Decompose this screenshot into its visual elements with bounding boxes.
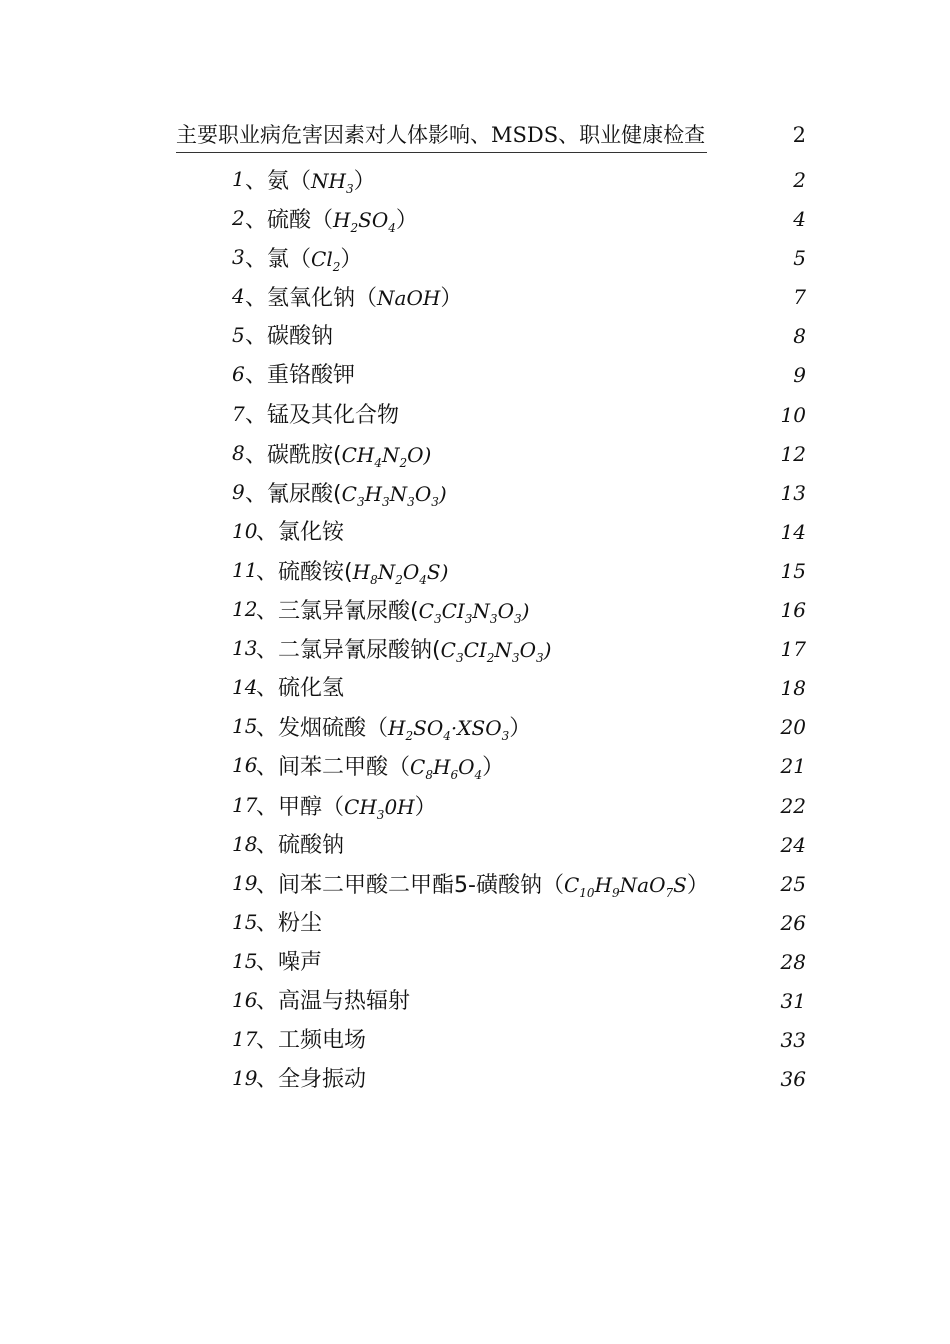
formula-part: NaOH: [377, 286, 441, 311]
toc-entry-name: 甲醇: [278, 794, 323, 820]
toc-entry-number: 7: [232, 401, 245, 426]
formula-subscript: 3: [535, 651, 544, 666]
toc-entry-number: 1: [232, 167, 245, 191]
toc-entry-name: 发烟硫酸: [278, 716, 367, 742]
toc-entry-page-number: 12: [780, 441, 806, 466]
chemical-formula: [440, 638, 552, 666]
formula-part: C: [563, 872, 580, 897]
toc-entry-name: 高温与热辐射: [278, 988, 411, 1014]
formula-part: N: [389, 481, 408, 506]
toc-title: 主要职业病危害因素对人体影响、MSDS、职业健康检查: [176, 118, 707, 153]
toc-entry[interactable]: [232, 984, 806, 1023]
toc-entry[interactable]: [232, 671, 806, 710]
toc-entry-number: 5: [232, 323, 245, 348]
toc-entry-name: 硫酸钠: [278, 832, 345, 858]
toc-entry-label: [245, 205, 418, 243]
formula-open-paren: (: [344, 559, 353, 585]
toc-entry-name: 重铬酸钾: [267, 363, 356, 389]
formula-open-paren: (: [333, 481, 342, 507]
toc-entry-separator: 、: [245, 324, 268, 350]
toc-entry-separator: 、: [256, 1028, 279, 1054]
toc-entry-label: [256, 1065, 366, 1095]
formula-part: N: [494, 638, 512, 663]
toc-entry-number: 13: [232, 636, 258, 661]
toc-entry-name: 二氯异氰尿酸钠: [278, 638, 433, 664]
chemical-formula: [341, 442, 432, 470]
toc-entry-number: 15: [232, 714, 258, 739]
toc-entry-label: [256, 752, 504, 790]
toc-entry[interactable]: [232, 554, 806, 593]
toc-entry-name: 硫化氢: [278, 676, 345, 702]
formula-subscript: 4: [474, 768, 483, 783]
formula-part: O: [414, 481, 432, 506]
toc-entry-label: [256, 713, 531, 751]
toc-entry-name: 工频电场: [278, 1028, 367, 1054]
toc-entry-page-number: 16: [780, 598, 806, 623]
toc-list: [232, 163, 806, 1101]
formula-subscript: 7: [665, 885, 674, 900]
formula-subscript: 3: [346, 182, 354, 196]
toc-entry-name: 间苯二甲酸: [278, 755, 389, 781]
toc-entry-name: 氯化铵: [278, 519, 345, 545]
toc-entry-label: [245, 166, 376, 204]
toc-entry-label: [256, 987, 410, 1017]
formula-part: Cl: [311, 247, 333, 272]
formula-subscript: 3: [455, 651, 464, 666]
formula-part: S: [673, 872, 687, 897]
chemical-formula: [352, 559, 449, 587]
toc-entry-separator: 、: [256, 872, 279, 898]
toc-entry[interactable]: [232, 280, 806, 319]
formula-part: 0H: [384, 794, 415, 819]
toc-entry-separator: 、: [256, 519, 279, 545]
formula-open-paren: （: [541, 872, 564, 898]
formula-part: SO: [413, 716, 444, 741]
formula-part: O): [407, 442, 432, 467]
toc-entry[interactable]: [232, 437, 806, 476]
toc-entry-name: 碳酰胺: [267, 442, 334, 468]
toc-entry-page-number: 5: [793, 246, 806, 271]
toc-entry[interactable]: [232, 632, 806, 671]
toc-entry-label: [256, 635, 551, 673]
formula-close-paren: ）: [482, 755, 505, 781]
toc-title-page-number: 2: [792, 123, 806, 147]
toc-entry[interactable]: [232, 319, 806, 358]
formula-open-paren: （: [311, 208, 334, 234]
toc-entry[interactable]: [232, 749, 806, 788]
formula-subscript: 3: [382, 494, 390, 509]
formula-part: SO: [358, 208, 389, 233]
toc-entry-label: [256, 909, 322, 939]
formula-close-paren: ）: [395, 208, 418, 234]
formula-open-paren: （: [289, 247, 312, 273]
formula-subscript: 3: [501, 729, 510, 744]
chemical-formula: [377, 286, 440, 310]
chemical-formula: [418, 599, 530, 627]
toc-entry-separator: 、: [245, 481, 268, 507]
toc-entry-page-number: 17: [780, 637, 806, 662]
toc-entry-page-number: 36: [780, 1067, 806, 1092]
toc-entry-page-number: 31: [780, 988, 806, 1013]
toc-entry-name: 全身振动: [278, 1067, 367, 1093]
toc-entry-page-number: 33: [780, 1028, 806, 1053]
toc-entry-separator: 、: [256, 716, 279, 742]
formula-part: CI: [441, 599, 465, 624]
toc-entry-page-number: 9: [793, 363, 806, 388]
toc-entry-separator: 、: [245, 169, 268, 194]
toc-entry-separator: 、: [245, 442, 268, 468]
formula-subscript: 2: [399, 455, 408, 470]
toc-entry-label: [256, 870, 709, 908]
toc-entry-label: [256, 518, 344, 548]
toc-entry[interactable]: [232, 476, 806, 515]
formula-close-paren: ）: [340, 247, 363, 273]
toc-entry-label: [256, 1026, 366, 1056]
toc-entry-number: 16: [232, 753, 258, 778]
formula-subscript: 2: [486, 651, 495, 666]
toc-entry-page-number: 24: [780, 832, 806, 857]
toc-entry-name: 间苯二甲酸二甲酯5-磺酸钠: [278, 872, 542, 898]
toc-entry-separator: 、: [245, 247, 268, 273]
toc-entry-name: 氢氧化钠: [267, 286, 356, 312]
toc-entry-page-number: 8: [793, 324, 806, 349]
formula-part: N: [382, 442, 400, 467]
formula-part: S): [426, 559, 449, 584]
toc-entry[interactable]: [232, 202, 806, 241]
toc-entry-number: 4: [232, 284, 245, 309]
toc-entry-separator: 、: [256, 676, 279, 702]
formula-subscript: 3: [433, 612, 442, 627]
formula-subscript: 6: [450, 768, 459, 783]
formula-part: N: [377, 559, 396, 584]
toc-entry-label: [245, 361, 355, 391]
toc-entry-page-number: 20: [780, 715, 806, 740]
toc-entry-separator: 、: [245, 208, 268, 234]
toc-entry-separator: 、: [256, 559, 279, 585]
toc-entry[interactable]: [232, 945, 806, 984]
toc-entry-page-number: 26: [780, 910, 806, 935]
formula-part: C: [341, 481, 357, 506]
formula-subscript: 10: [579, 885, 595, 900]
chemical-formula: [563, 872, 687, 900]
formula-part: H: [433, 755, 451, 780]
toc-entry-name: 粉尘: [278, 910, 323, 936]
toc-entry-number: 14: [232, 675, 258, 700]
toc-entry-page-number: 25: [780, 871, 806, 896]
toc-entry[interactable]: [232, 828, 806, 867]
toc-entry[interactable]: [232, 515, 806, 554]
toc-entry-label: [245, 401, 399, 431]
toc-entry-number: 19: [232, 870, 258, 895]
toc-title-row[interactable]: [176, 118, 806, 154]
toc-entry-name: 氨: [267, 169, 290, 194]
formula-subscript: 3: [431, 494, 439, 509]
toc-entry-number: 19: [232, 1066, 258, 1091]
formula-part: O: [402, 559, 420, 584]
toc-entry[interactable]: [232, 163, 806, 202]
toc-entry-number: 12: [232, 597, 258, 622]
chemical-formula: [311, 247, 341, 275]
formula-subscript: 3: [376, 807, 385, 822]
toc-entry-separator: 、: [256, 794, 279, 820]
formula-part: CI: [463, 638, 487, 663]
toc-entry-page-number: 22: [780, 793, 806, 818]
toc-entry-number: 16: [232, 987, 258, 1012]
toc-entry-page-number: 4: [793, 207, 806, 232]
formula-subscript: 3: [513, 612, 522, 627]
formula-part: H: [594, 872, 613, 897]
toc-entry[interactable]: [232, 710, 806, 749]
toc-entry-label: [256, 831, 344, 861]
formula-part: ): [543, 638, 552, 663]
toc-entry-label: [256, 596, 529, 634]
toc-entry-name: 碳酸钠: [267, 324, 334, 350]
toc-entry[interactable]: [232, 358, 806, 397]
toc-entry-separator: 、: [256, 988, 279, 1014]
toc-entry-separator: 、: [245, 402, 268, 428]
toc-entry-name: 硫酸铵: [278, 559, 345, 585]
toc-entry-name: 锰及其化合物: [267, 402, 400, 428]
toc-entry-page-number: 21: [780, 754, 806, 779]
toc-entry-name: 噪声: [278, 949, 323, 975]
formula-part: N: [472, 599, 490, 624]
toc-entry-number: 18: [232, 831, 258, 856]
chemical-formula: [311, 169, 354, 196]
formula-subscript: 3: [489, 612, 498, 627]
formula-part: NH: [311, 169, 346, 193]
formula-part: H: [364, 481, 383, 506]
formula-part: H: [352, 559, 371, 584]
toc-entry-number: 3: [232, 245, 245, 270]
formula-subscript: 2: [395, 572, 403, 587]
toc-entry-page-number: 18: [780, 676, 806, 701]
toc-entry-separator: 、: [245, 363, 268, 389]
formula-close-paren: ）: [509, 716, 532, 742]
chemical-formula: [344, 794, 415, 822]
formula-subscript: 4: [443, 729, 451, 744]
toc-entry-number: 17: [232, 1027, 258, 1052]
toc-entry-number: 17: [232, 792, 258, 817]
toc-entry-page-number: 28: [780, 949, 806, 974]
toc-entry-label: [256, 792, 437, 830]
formula-close-paren: ）: [414, 794, 437, 820]
formula-open-paren: (: [432, 638, 441, 664]
toc-entry-number: 8: [232, 440, 245, 465]
toc-entry[interactable]: [232, 789, 806, 828]
formula-open-paren: （: [366, 716, 389, 742]
formula-open-paren: (: [410, 599, 419, 625]
toc-entry-separator: 、: [245, 286, 268, 312]
formula-subscript: 8: [425, 768, 433, 783]
formula-part: H: [333, 208, 351, 233]
formula-subscript: 3: [356, 494, 365, 509]
formula-part: H: [388, 716, 406, 741]
formula-subscript: 2: [332, 260, 341, 275]
toc-entry-name: 三氯异氰尿酸: [278, 599, 411, 625]
toc-entry-number: 15: [232, 909, 258, 934]
formula-open-paren: （: [322, 794, 345, 820]
toc-entry[interactable]: [232, 1062, 806, 1101]
formula-subscript: 4: [419, 572, 427, 587]
toc-entry-label: [245, 479, 447, 517]
toc-entry-label: [245, 322, 333, 352]
formula-part: C: [440, 638, 456, 663]
toc-entry-number: 15: [232, 948, 258, 973]
formula-part: NaO: [619, 872, 666, 897]
formula-open-paren: （: [289, 169, 312, 194]
formula-open-paren: （: [355, 286, 378, 312]
toc-entry-separator: 、: [256, 832, 279, 858]
toc-entry[interactable]: [232, 1023, 806, 1062]
formula-part: O: [519, 638, 536, 663]
toc-entry-label: [256, 948, 322, 978]
toc-entry-page-number: 7: [793, 285, 806, 310]
toc-entry-page-number: 2: [793, 168, 806, 192]
chemical-formula: [333, 208, 396, 236]
toc-entry-separator: 、: [256, 1067, 279, 1093]
toc-entry[interactable]: [232, 906, 806, 945]
toc-entry-page-number: 15: [780, 558, 806, 583]
formula-subscript: 2: [350, 221, 359, 236]
toc-entry[interactable]: [232, 867, 806, 906]
formula-part: O: [497, 599, 514, 624]
formula-part: ·XSO: [450, 716, 502, 741]
toc-entry-separator: 、: [256, 638, 279, 664]
toc-entry-separator: 、: [256, 599, 279, 625]
toc-entry-number: 2: [232, 206, 245, 231]
toc-entry-number: 10: [232, 518, 258, 543]
formula-part: C: [410, 755, 426, 780]
toc-entry-number: 11: [232, 557, 258, 582]
formula-subscript: 3: [464, 612, 473, 627]
formula-open-paren: (: [333, 442, 342, 468]
toc-entry-label: [245, 244, 362, 282]
formula-close-paren: ）: [686, 872, 709, 898]
formula-subscript: 4: [388, 221, 396, 236]
toc-entry-separator: 、: [256, 755, 279, 781]
toc-entry-page-number: 13: [780, 480, 806, 505]
toc-entry-label: [245, 440, 431, 478]
formula-part: O: [458, 755, 475, 780]
formula-subscript: 4: [374, 455, 383, 470]
toc-entry-name: 氯: [267, 247, 290, 273]
toc-entry-page-number: 10: [780, 402, 806, 427]
formula-part: CH: [344, 794, 377, 819]
toc-entry-separator: 、: [256, 949, 279, 975]
formula-subscript: 8: [370, 572, 378, 587]
formula-open-paren: （: [388, 755, 411, 781]
formula-close-paren: ）: [353, 169, 376, 194]
formula-part: CH: [341, 442, 375, 467]
formula-part: ): [521, 599, 530, 624]
toc-entry-number: 6: [232, 362, 245, 387]
toc-entry[interactable]: [232, 398, 806, 437]
chemical-formula: [388, 716, 510, 744]
formula-part: C: [418, 599, 434, 624]
formula-close-paren: ）: [440, 286, 463, 312]
formula-subscript: 3: [407, 494, 415, 509]
toc-entry[interactable]: [232, 241, 806, 280]
formula-part: ): [438, 481, 447, 506]
chemical-formula: [341, 481, 447, 509]
formula-subscript: 2: [405, 729, 414, 744]
toc-entry-separator: 、: [256, 910, 279, 936]
toc-entry-label: [256, 674, 344, 704]
toc-entry-page-number: 14: [780, 519, 806, 544]
toc-entry-label: [245, 283, 462, 314]
formula-subscript: 9: [612, 885, 620, 900]
toc-entry-label: [256, 557, 448, 595]
toc-entry-name: 氰尿酸: [267, 481, 334, 507]
toc-entry-name: 硫酸: [267, 208, 312, 234]
chemical-formula: [410, 755, 483, 783]
toc-entry[interactable]: [232, 593, 806, 632]
formula-subscript: 3: [511, 651, 520, 666]
toc-entry-number: 9: [232, 479, 245, 504]
